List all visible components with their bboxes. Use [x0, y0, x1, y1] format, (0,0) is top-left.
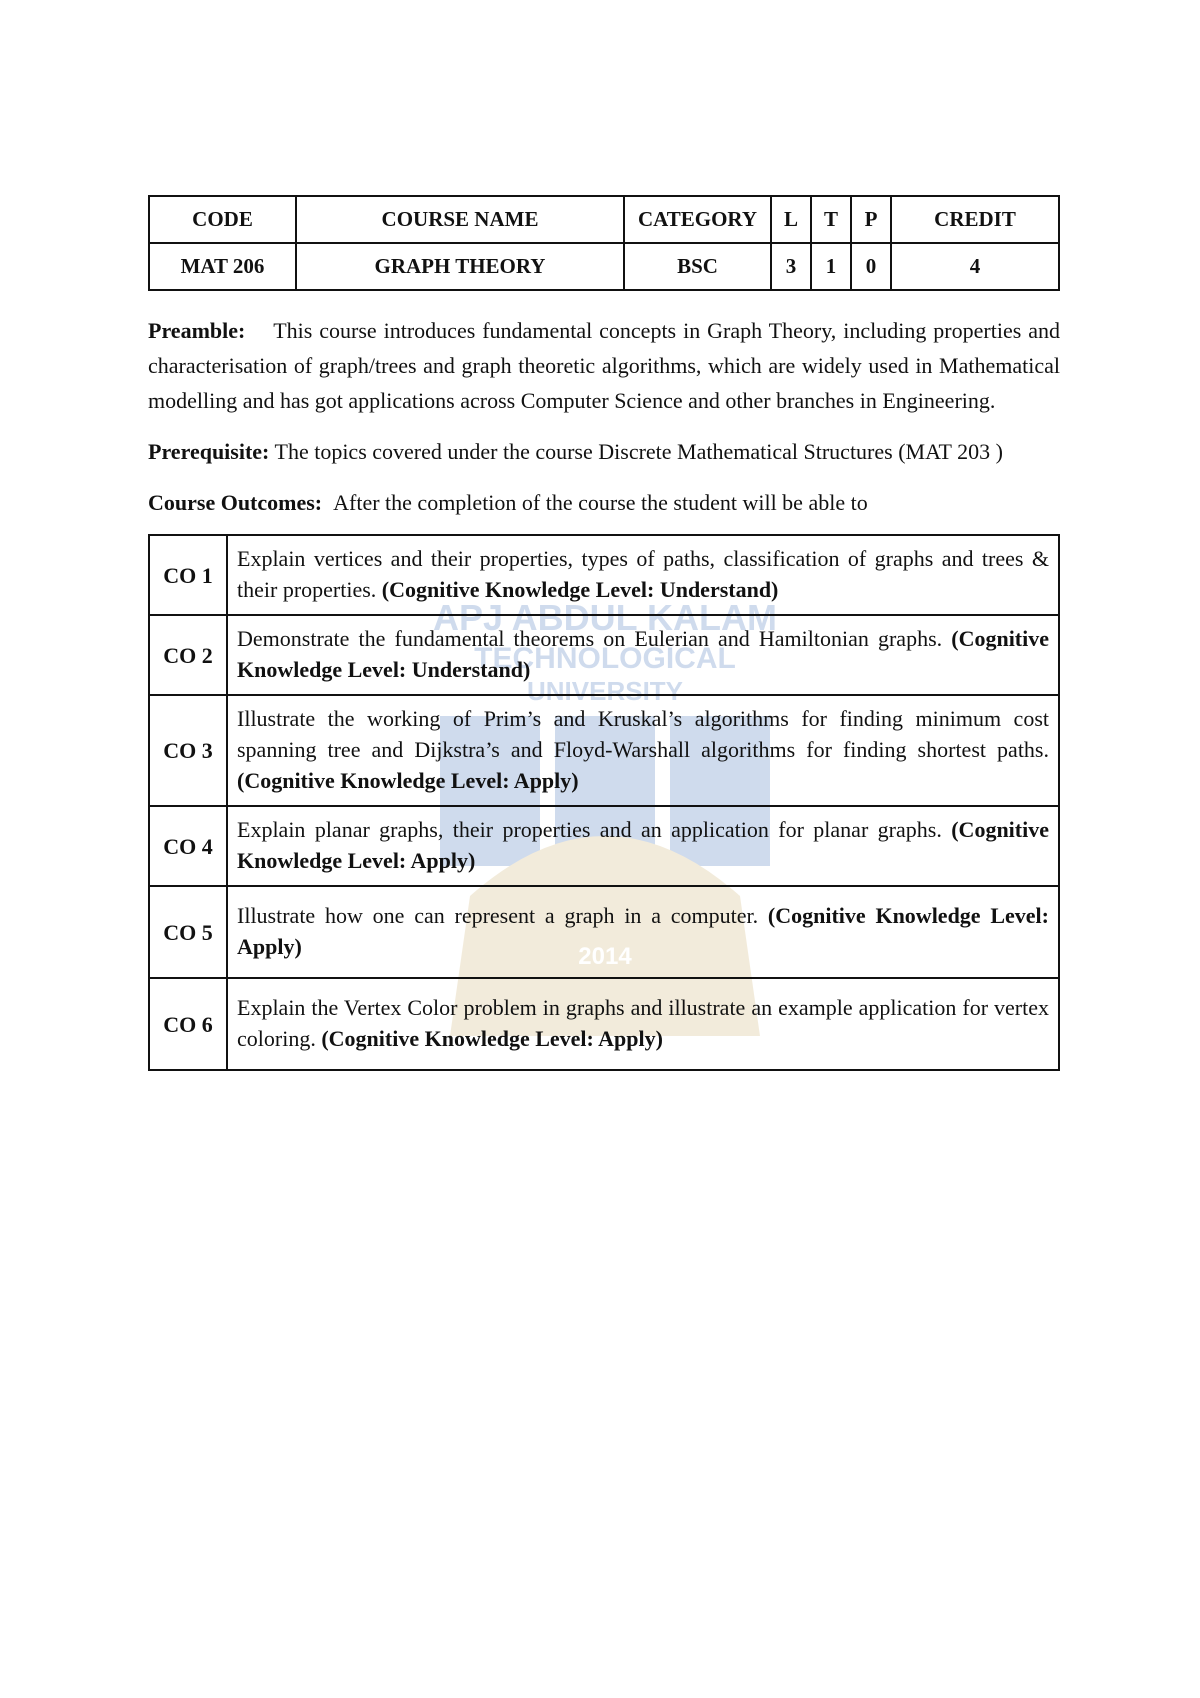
course-info-table: [148, 195, 1060, 291]
watermark-line2: TECHNOLOGICAL: [474, 642, 736, 675]
co-row: [149, 806, 1059, 886]
watermark-line3: UNIVERSITY: [526, 676, 684, 706]
co-description: [227, 535, 1059, 615]
co-text: Illustrate how one can represent a graph in a computer.: [237, 903, 759, 928]
co-id: CO 1: [149, 535, 227, 615]
course-code: MAT 206: [149, 243, 296, 290]
co-description: [227, 978, 1059, 1070]
co-description: [227, 615, 1059, 695]
co-text: Explain vertices and their properties, types of paths, classification of graphs and trees & their properties.: [237, 546, 1049, 602]
co-text: Explain planar graphs, their properties and an application for planar graphs.: [237, 817, 942, 842]
co-description: [227, 695, 1059, 806]
header-course-name: COURSE NAME: [296, 196, 624, 243]
co-level: (Cognitive Knowledge Level: Apply): [321, 1026, 663, 1051]
co-text: Demonstrate the fundamental theorems on Eulerian and Hamiltonian graphs.: [237, 626, 943, 651]
co-row: [149, 535, 1059, 615]
co-row: [149, 978, 1059, 1070]
header-l: L: [771, 196, 811, 243]
prerequisite-text: The topics covered under the course Discrete Mathematical Structures (MAT 203 ): [274, 439, 1003, 464]
prerequisite-label: Prerequisite:: [148, 439, 270, 464]
co-description: [227, 886, 1059, 978]
course-t: 1: [811, 243, 851, 290]
course-outcomes-text: After the completion of the course the student will be able to: [333, 490, 868, 515]
course-table-header-row: [149, 196, 1059, 243]
watermark-line1: APJ ABDUL KALAM: [432, 597, 778, 638]
co-level: (Cognitive Knowledge Level: Understand): [237, 626, 1050, 682]
preamble-paragraph: [148, 313, 1060, 418]
header-credit: CREDIT: [891, 196, 1059, 243]
co-text: Illustrate the working of Prim’s and Kruskal’s algorithms for finding minimum cost spanning tree and Dijkstra’s and Floyd-Warshall algorithms for finding shortest paths.: [237, 706, 1049, 762]
course-category: BSC: [624, 243, 771, 290]
watermark-year: 2014: [578, 943, 632, 970]
course-table-data-row: [149, 243, 1059, 290]
course-credit: 4: [891, 243, 1059, 290]
co-id: CO 6: [149, 978, 227, 1070]
course-name: GRAPH THEORY: [296, 243, 624, 290]
co-level: (Cognitive Knowledge Level: Apply): [237, 817, 1049, 873]
co-level: (Cognitive Knowledge Level: Apply): [237, 903, 1049, 959]
co-row: [149, 886, 1059, 978]
course-p: 0: [851, 243, 891, 290]
co-id: CO 2: [149, 615, 227, 695]
course-outcomes-intro: [148, 485, 1060, 520]
co-row: [149, 615, 1059, 695]
header-category: CATEGORY: [624, 196, 771, 243]
co-id: CO 5: [149, 886, 227, 978]
co-description: [227, 806, 1059, 886]
course-l: 3: [771, 243, 811, 290]
co-id: CO 3: [149, 695, 227, 806]
co-text: Explain the Vertex Color problem in graphs and illustrate an example application for vertex coloring.: [237, 995, 1049, 1051]
preamble-text: This course introduces fundamental concepts in Graph Theory, including properties and characterisation of graph/trees and graph theoretic algorithms, which are widely used in Mathematical modelling and has got applications across Computer Science and other branches in Engineering.: [148, 318, 1060, 413]
co-level: (Cognitive Knowledge Level: Understand): [381, 577, 779, 602]
co-id: CO 4: [149, 806, 227, 886]
prerequisite-paragraph: [148, 434, 1060, 469]
co-level: (Cognitive Knowledge Level: Apply): [237, 768, 579, 793]
header-p: P: [851, 196, 891, 243]
header-t: T: [811, 196, 851, 243]
course-outcomes-label: Course Outcomes:: [148, 490, 323, 515]
syllabus-page: [148, 195, 1060, 1071]
header-code: CODE: [149, 196, 296, 243]
co-row: [149, 695, 1059, 806]
course-outcomes-table: [148, 534, 1060, 1071]
preamble-label: Preamble:: [148, 318, 246, 343]
